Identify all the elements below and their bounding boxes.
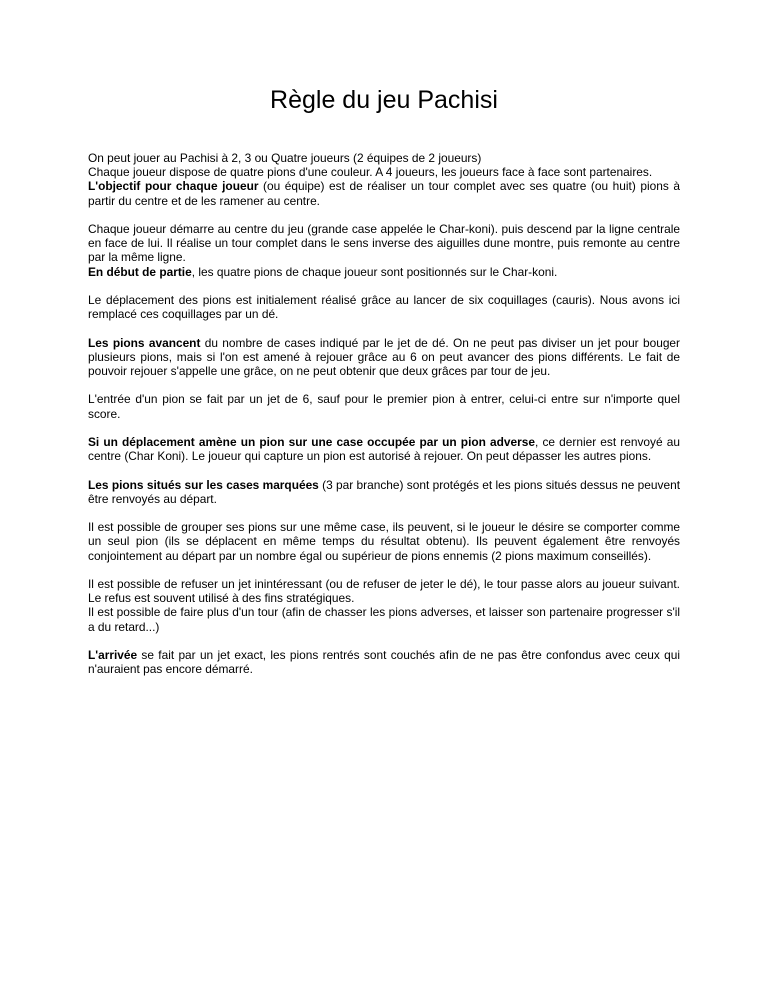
line-text: On peut jouer au Pachisi à 2, 3 ou Quatre joueurs (2 équipes de 2 joueurs) bbox=[88, 151, 482, 165]
line-text: L'entrée d'un pion se fait par un jet de 6, sauf pour le premier pion à entrer, celui-ci entre sur n'importe quel score. bbox=[88, 392, 680, 421]
bold-lead: Si un déplacement amène un pion sur une case occupée par un pion adverse bbox=[88, 434, 535, 449]
paragraph-grouping bbox=[88, 520, 680, 563]
paragraph-intro bbox=[88, 151, 680, 208]
paragraph-line bbox=[88, 435, 680, 463]
line-text: se fait par un jet exact, les pions rentrés sont couchés afin de ne pas être confondus avec ceux qui n'auraient pas encore démarré. bbox=[88, 647, 680, 677]
line-text: , les quatre pions de chaque joueur sont positionnés sur le Char-koni. bbox=[191, 264, 558, 279]
bold-lead: Les pions avancent bbox=[88, 335, 201, 350]
paragraph-line bbox=[88, 392, 680, 420]
paragraph-arrival bbox=[88, 648, 680, 676]
line-text: Il est possible de faire plus d'un tour (afin de chasser les pions adverses, et laisser son partenaire progresser s'il a du retard...) bbox=[88, 605, 680, 634]
line-text: Chaque joueur démarre au centre du jeu (grande case appelée le Char-koni). puis descend par la ligne centrale en face de lui. Il réalise un tour complet dans le sens inverse des aiguilles dune montre, puis remonte au centre par la même ligne. bbox=[88, 222, 680, 265]
paragraph-movement bbox=[88, 293, 680, 321]
paragraph-line bbox=[88, 165, 680, 179]
bold-lead: L'arrivée bbox=[88, 647, 138, 662]
paragraph-line bbox=[88, 265, 680, 279]
paragraph-start bbox=[88, 222, 680, 279]
paragraph-entry bbox=[88, 392, 680, 420]
line-text: du nombre de cases indiqué par le jet de dé. On ne peut pas diviser un jet pour bouger plusieurs pions, mais si l'on est amené à rejouer grâce au 6 on peut avancer des pions différents. Le fait de pouvoir rejouer s'appelle une grâce, on ne peut obtenir que deux grâces par tour de jeu. bbox=[88, 335, 681, 378]
bold-lead: Les pions situés sur les cases marquées bbox=[88, 477, 319, 492]
line-text: Chaque joueur dispose de quatre pions d'une couleur. A 4 joueurs, les joueurs face à face sont partenaires. bbox=[88, 165, 653, 180]
paragraph-refusal bbox=[88, 577, 680, 634]
line-text: (3 par branche) sont protégés et les pions situés dessus ne peuvent être renvoyés au départ. bbox=[88, 477, 680, 506]
line-text: Il est possible de grouper ses pions sur une même case, ils peuvent, si le joueur le désire se comporter comme un seul pion (ils se déplacent en même temps du résultat obtenu). Ils peuvent également être renvoyés conjointement au départ par un nombre égal ou supérieur de pions ennemis (2 pions maximum conseillés). bbox=[88, 520, 680, 563]
line-text: Il est possible de refuser un jet inintéressant (ou de refuser de jeter le dé), le tour passe alors au joueur suivant. Le refus est souvent utilisé à des fins stratégiques. bbox=[88, 576, 680, 606]
document-page bbox=[88, 0, 680, 691]
paragraph-line bbox=[88, 293, 680, 321]
line-text: , ce dernier est renvoyé au centre (Char Koni). Le joueur qui capture un pion est autorisé à rejouer. On peut dépasser les autres pions. bbox=[88, 434, 680, 464]
paragraph-line bbox=[88, 577, 680, 605]
paragraph-capture bbox=[88, 435, 680, 463]
page-title: Règle du jeu Pachisi bbox=[270, 86, 498, 114]
paragraph-line bbox=[88, 648, 680, 676]
paragraph-line bbox=[88, 222, 680, 265]
document-body bbox=[88, 151, 680, 676]
paragraph-line bbox=[88, 151, 680, 165]
paragraph-line bbox=[88, 179, 680, 207]
paragraph-line bbox=[88, 478, 680, 506]
line-text: Le déplacement des pions est initialement réalisé grâce au lancer de six coquillages (cauris). Nous avons ici remplacé ces coquillages par un dé. bbox=[88, 293, 680, 322]
paragraph-line bbox=[88, 336, 680, 379]
paragraph-advance bbox=[88, 336, 680, 379]
paragraph-protected bbox=[88, 478, 680, 506]
bold-lead: L'objectif pour chaque joueur bbox=[88, 179, 259, 194]
line-text: (ou équipe) est de réaliser un tour complet avec ses quatre (ou huit) pions à partir du centre et de les ramener au centre. bbox=[88, 179, 680, 208]
paragraph-line bbox=[88, 520, 680, 563]
bold-lead: En début de partie bbox=[88, 264, 192, 279]
paragraph-line bbox=[88, 605, 680, 633]
